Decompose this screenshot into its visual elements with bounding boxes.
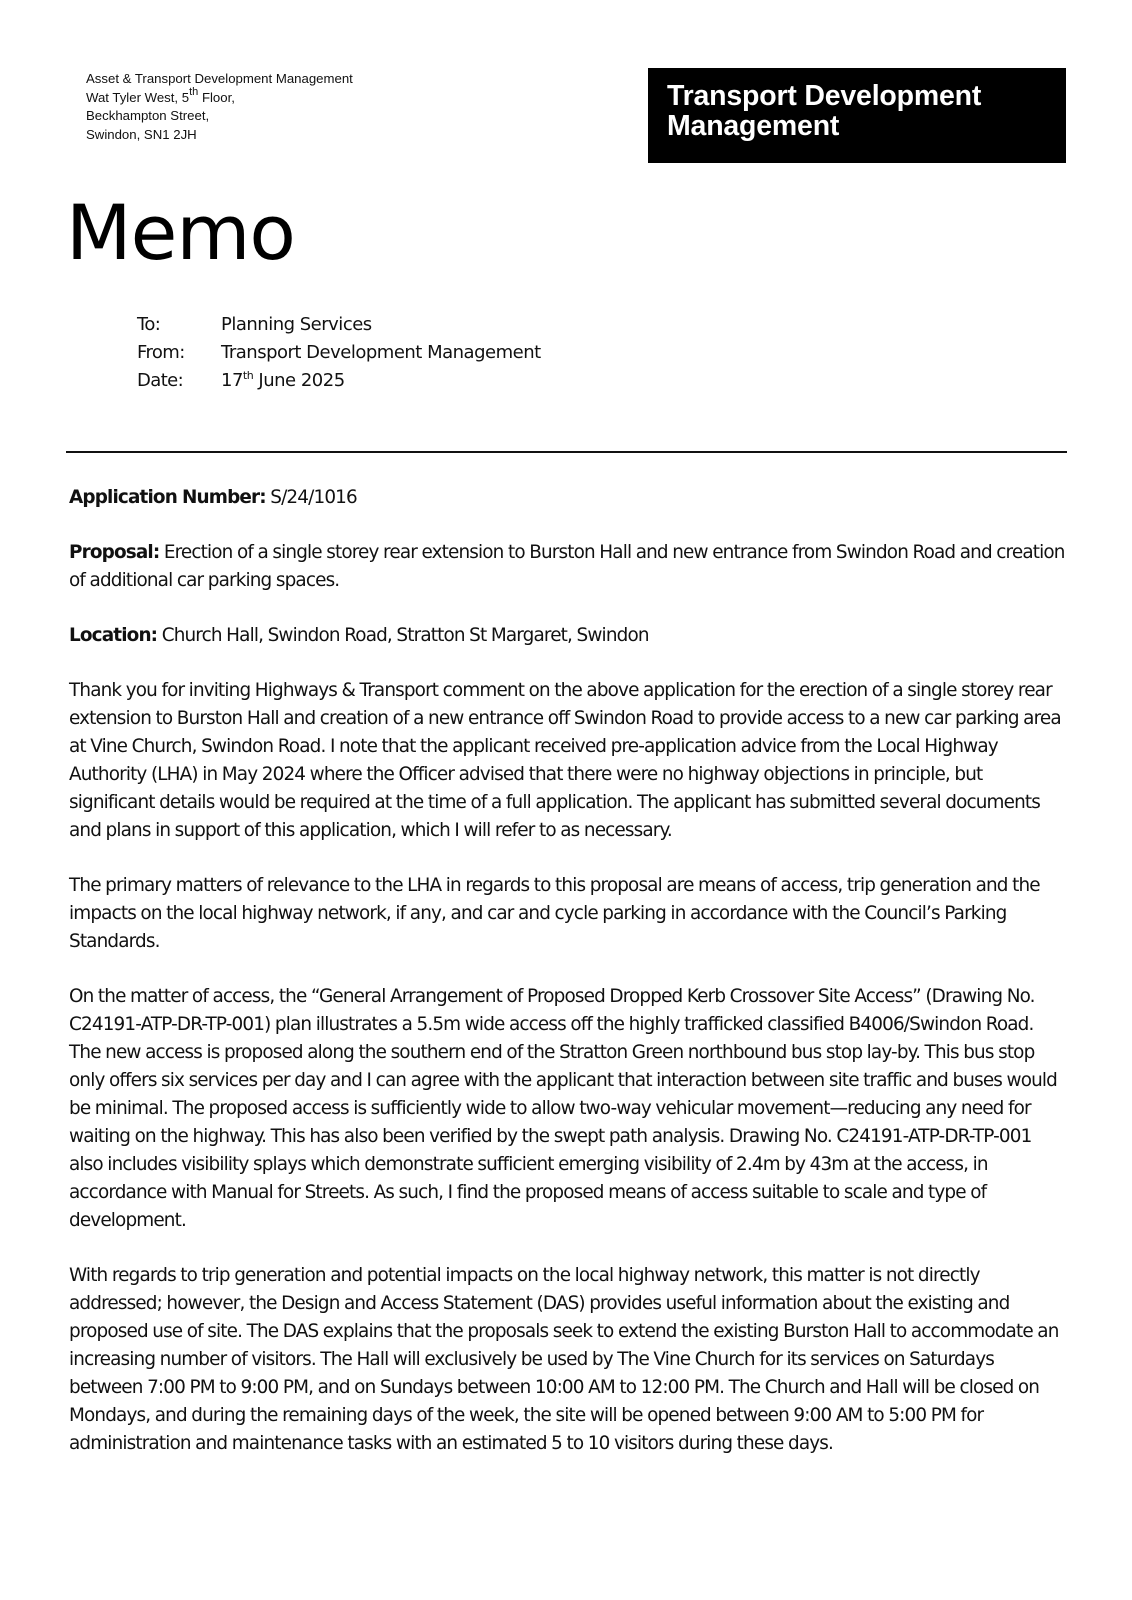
paragraph-matters: The primary matters of relevance to the LHA in regards to this proposal are means of access, trip generation and the impacts on the local highway network, if any, and car and cycle parking in accordance with the Council’s Parking Standards. (69, 875, 1040, 952)
date-row (137, 367, 541, 395)
address-line-building: Wat Tyler West, 5th Floor, (86, 85, 235, 105)
sender-address (86, 70, 353, 144)
location-label: Location: (69, 625, 158, 646)
proposal (69, 539, 1069, 595)
location (69, 622, 1069, 650)
from-label: From: (137, 342, 185, 363)
proposal-label: Proposal: (69, 542, 160, 563)
memo-body (69, 484, 1069, 1485)
application-number-label: Application Number: (69, 487, 266, 508)
from-value: Transport Development Management (221, 342, 541, 363)
to-value: Planning Services (221, 314, 372, 335)
application-number-value: S/24/1016 (265, 487, 357, 508)
header-divider (66, 451, 1067, 453)
paragraph-access: On the matter of access, the “General Arrangement of Proposed Dropped Kerb Crossover Site Access” (Drawing No. C24191-ATP-DR-TP-001) plan illustrates a 5.5m wide access off the highly trafficked classified B4006/Swindon Road. The new access is proposed along the southern end of the Stratton Green northbound bus stop lay-by. This bus stop only offers six services per day and I can agree with the applicant that interaction between site traffic and buses would be minimal. The proposed access is sufficiently wide to allow two-way vehicular movement—reducing any need for waiting on the highway. This has also been verified by the swept path analysis. Drawing No. C24191-ATP-DR-TP-001 also includes visibility splays which demonstrate sufficient emerging visibility of 2.4m by 43m at the access, in accordance with Manual for Streets. As such, I find the proposed means of access suitable to scale and type of development. (69, 986, 1058, 1231)
paragraph-trip-generation: With regards to trip generation and potential impacts on the local highway network, this matter is not directly addressed; however, the Design and Access Statement (DAS) provides useful information about the existing and proposed use of site. The DAS explains that the proposals seek to extend the existing Burston Hall to accommodate an increasing number of visitors. The Hall will exclusively be used by The Vine Church for its services on Saturdays between 7:00 PM to 9:00 PM, and on Sundays between 10:00 AM to 12:00 PM. The Church and Hall will be closed on Mondays, and during the remaining days of the week, the site will be opened between 9:00 AM to 5:00 PM for administration and maintenance tasks with an estimated 5 to 10 visitors during these days. (69, 1265, 1059, 1454)
address-line-department: Asset & Transport Development Management (86, 71, 353, 86)
ordinal-suffix: th (242, 369, 254, 382)
department-logo (648, 68, 1066, 163)
logo-line-2: Management (667, 110, 840, 142)
date-value: 17th June 2025 (221, 369, 345, 391)
logo-line-1: Transport Development (667, 80, 982, 112)
address-line-town: Swindon, SN1 2JH (86, 126, 197, 142)
paragraph-introduction: Thank you for inviting Highways & Transport comment on the above application for the erection of a single storey rear extension to Burston Hall and creation of a new entrance off Swindon Road to provide access to a new car parking area at Vine Church, Swindon Road. I note that the applicant received pre-application advice from the Local Highway Authority (LHA) in May 2024 where the Officer advised that there were no highway objections in principle, but significant details would be required at the time of a full application. The applicant has submitted several documents and plans in support of this application, which I will refer to as necessary. (69, 680, 1061, 841)
application-number (69, 484, 1069, 512)
memo-header-fields (137, 311, 541, 395)
to-label: To: (137, 314, 161, 335)
address-line-street: Beckhampton Street, (86, 108, 210, 124)
from-row (137, 339, 541, 367)
ordinal-suffix: th (189, 85, 199, 98)
date-label: Date: (137, 370, 184, 391)
location-value: Church Hall, Swindon Road, Stratton St Margaret, Swindon (157, 625, 649, 646)
to-row (137, 311, 541, 339)
proposal-value: Erection of a single storey rear extension to Burston Hall and new entrance from Swindon Road and creation of additional car parking spaces. (69, 542, 1065, 591)
page-title: Memo (66, 188, 295, 277)
